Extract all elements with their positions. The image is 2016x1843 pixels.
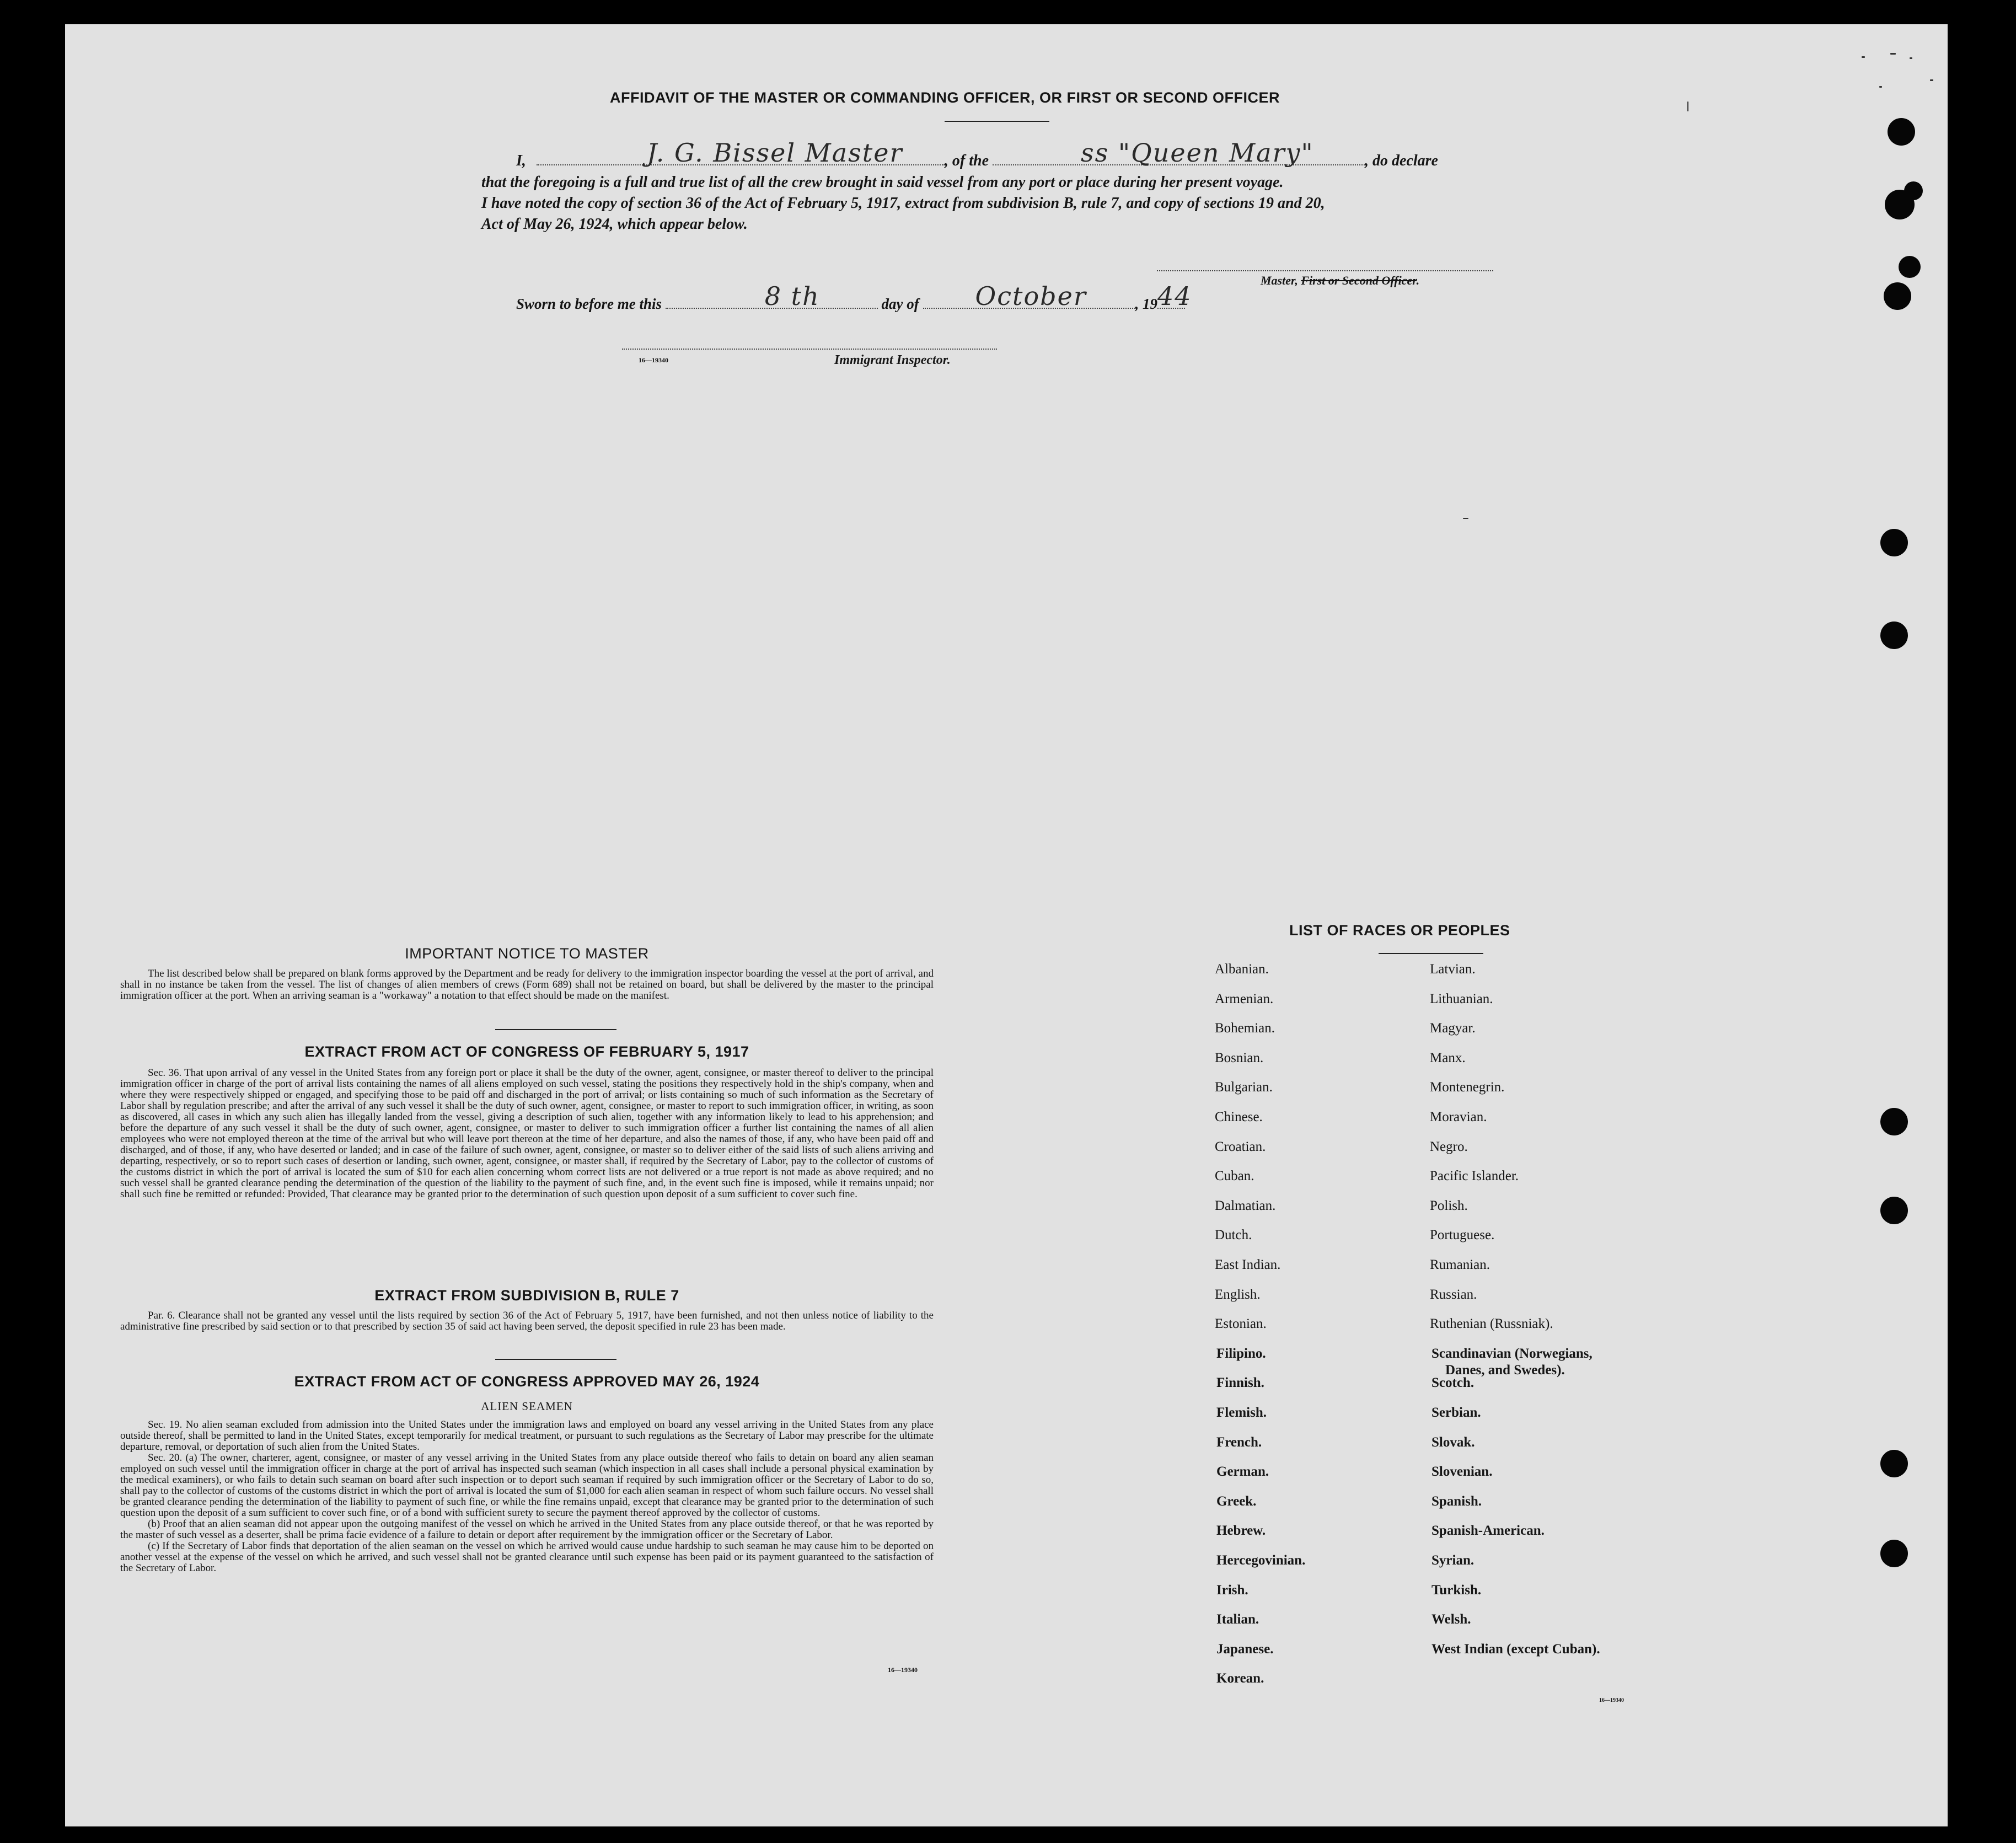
speck: [1862, 56, 1865, 58]
handwritten-name: J. G. Bissel Master: [646, 138, 903, 168]
affidavit-line4: Act of May 26, 1924, which appear below.: [481, 216, 748, 233]
race-item: Hercegovinian.: [1216, 1553, 1306, 1568]
race-item: Spanish-American.: [1431, 1523, 1545, 1539]
affidavit-title: AFFIDAVIT OF THE MASTER OR COMMANDING OFFICER, OR FIRST OR SECOND OFFICER: [610, 89, 1280, 106]
speck: [1910, 57, 1912, 59]
document-page: [65, 24, 1948, 1826]
race-item: German.: [1216, 1464, 1269, 1480]
race-item: Japanese.: [1216, 1641, 1274, 1657]
punch-hole: [1880, 529, 1908, 556]
race-item: Russian.: [1430, 1287, 1477, 1302]
race-item: Montenegrin.: [1430, 1080, 1505, 1095]
race-item: Spanish.: [1431, 1493, 1482, 1509]
punch-hole: [1904, 181, 1923, 200]
race-item: Bohemian.: [1215, 1021, 1275, 1036]
race-item: Turkish.: [1431, 1582, 1482, 1598]
punch-hole: [1899, 256, 1921, 278]
affidavit-line2: that the foregoing is a full and true list of all the crew brought in said vessel from any port or place during her present voyage.: [481, 174, 1284, 191]
form-number-top: 16—19340: [639, 356, 668, 364]
sworn-prefix: Sworn to before me this: [516, 296, 662, 312]
rule7-title: EXTRACT FROM SUBDIVISION B, RULE 7: [374, 1287, 679, 1304]
race-item: Flemish.: [1216, 1405, 1267, 1420]
notice-text: The list described below shall be prepared on blank forms approved by the Department and be ready for delivery to the immigration inspector boarding the vessel at the port of arrival, and shall in no instance be taken from the vessel. The list of changes of alien members of crews (Form 689) shall not be retained on board, but shall be delivered by the master to the principal immigration officer at the port. When an arriving seaman is a "workaway" a notation to that effect should be made on the manifest.: [120, 968, 934, 1001]
master-label: Master, First or Second Officer.: [1261, 274, 1420, 287]
race-item: Portuguese.: [1430, 1228, 1495, 1243]
punch-hole: [1880, 622, 1908, 649]
race-item: Slovak.: [1431, 1434, 1475, 1450]
handwritten-day: 8 th: [764, 281, 820, 311]
punch-hole: [1880, 1108, 1908, 1135]
punch-hole: [1880, 1197, 1908, 1224]
line1-prefix: I,: [516, 152, 526, 169]
struck-officer-label: First or Second Officer: [1301, 274, 1417, 287]
title-rule: [945, 121, 1049, 122]
race-item: Korean.: [1216, 1671, 1264, 1686]
race-item: Magyar.: [1430, 1021, 1476, 1036]
punch-hole: [1884, 282, 1911, 310]
sec-20b-text: (b) Proof that an alien seaman did not appear upon the outgoing manifest of the vessel on which he arrived in the United States from any place outside thereof, or that he was reported by the master of such vessel as a deserter, shall be prima facie evidence of a failure to detain or deport after requirement by the immigration officer or the Secretary of Labor.: [120, 1518, 934, 1541]
inspector-signature-line: [622, 349, 997, 350]
race-item: Finnish.: [1216, 1375, 1264, 1391]
sec-19-text: Sec. 19. No alien seaman excluded from admission into the United States under the immigration laws and employed on board any vessel arriving in the United States from any place outside thereof, shall be permitted to land in the United States, except temporarily for medical treatment, or pursuant to such regulations as the Secretary of Labor may prescribe for the ultimate departure, removal, or deportation of such alien from the United States.: [120, 1419, 934, 1453]
line1-middle: , of the: [944, 152, 989, 169]
inspector-label: Immigrant Inspector.: [834, 353, 951, 367]
race-item: Moravian.: [1430, 1110, 1487, 1124]
race-item: Irish.: [1216, 1582, 1248, 1598]
handwritten-month: October: [975, 281, 1087, 311]
race-item: Greek.: [1216, 1493, 1257, 1509]
race-item: English.: [1215, 1287, 1261, 1302]
speck: [1930, 79, 1933, 81]
extract-1917-title: EXTRACT FROM ACT OF CONGRESS OF FEBRUARY 5, 1917: [304, 1043, 749, 1060]
notice-title: IMPORTANT NOTICE TO MASTER: [405, 945, 649, 962]
race-item: Slovenian.: [1431, 1464, 1493, 1480]
race-item: Lithuanian.: [1430, 991, 1493, 1006]
race-item: Ruthenian (Russniak).: [1430, 1316, 1553, 1332]
race-item: Armenian.: [1215, 991, 1274, 1006]
race-item: West Indian (except Cuban).: [1431, 1641, 1600, 1657]
day-field: [666, 281, 878, 311]
section-rule: [495, 1359, 616, 1360]
race-item: Italian.: [1216, 1612, 1259, 1627]
race-item: Hebrew.: [1216, 1523, 1266, 1539]
year-field: [1157, 281, 1192, 311]
year-prefix: , 19: [1135, 296, 1158, 312]
punch-hole: [1880, 1450, 1908, 1477]
speck: [1879, 86, 1882, 88]
race-item: Serbian.: [1431, 1405, 1481, 1420]
form-number-races: 16—19340: [1599, 1697, 1624, 1703]
race-item: Chinese.: [1215, 1110, 1263, 1124]
alien-seamen-subtitle: ALIEN SEAMEN: [481, 1400, 573, 1413]
rule7-text: Par. 6. Clearance shall not be granted any vessel until the lists required by section 36 of the Act of February 5, 1917, have been furnished, and not then unless notice of liability to the administrative fine prescribed by said section or to that prescribed by section 35 of said act having been served, the deposit specified in rule 23 has been made.: [120, 1310, 934, 1332]
punch-hole: [1880, 1540, 1908, 1567]
sec-20c-text: (c) If the Secretary of Labor finds that deportation of the alien seaman on the vessel on which he arrived would cause undue hardship to such seaman he may cause him to be deported on another vessel at the expense of the vessel on which he arrived, and such vessel shall not be granted clearance until such expense has been paid or its payment guaranteed to the satisfaction of the Secretary of Labor.: [120, 1540, 934, 1574]
race-item: Bulgarian.: [1215, 1080, 1273, 1095]
form-number-bottom-left: 16—19340: [888, 1666, 918, 1674]
handwritten-vessel: ss "Queen Mary": [1081, 138, 1314, 168]
race-item: Dutch.: [1215, 1228, 1252, 1243]
speck: [1890, 53, 1896, 55]
race-item: Welsh.: [1431, 1612, 1471, 1627]
name-field: [537, 138, 945, 168]
handwritten-year: 44: [1157, 281, 1192, 311]
race-item: Manx.: [1430, 1050, 1466, 1065]
month-field: [923, 281, 1135, 311]
race-item: Cuban.: [1215, 1169, 1254, 1184]
line1-suffix: , do declare: [1365, 152, 1438, 169]
race-item: Scotch.: [1431, 1375, 1475, 1391]
race-item: Latvian.: [1430, 962, 1476, 977]
speck: [1463, 518, 1468, 519]
punch-hole: [1888, 118, 1915, 146]
races-title: LIST OF RACES OR PEOPLES: [1289, 922, 1510, 939]
extract-1924-title: EXTRACT FROM ACT OF CONGRESS APPROVED MAY 26, 1924: [294, 1373, 760, 1390]
day-of-label: day of: [881, 296, 919, 312]
race-item: Bosnian.: [1215, 1050, 1264, 1065]
race-item: Filipino.: [1216, 1346, 1266, 1361]
race-item: French.: [1216, 1434, 1262, 1450]
race-item: Syrian.: [1431, 1553, 1475, 1568]
races-title-rule: [1379, 953, 1483, 954]
extract-1917-text: Sec. 36. That upon arrival of any vessel in the United States from any foreign port or place it shall be the duty of the owner, agent, consignee, or master thereof to deliver to the principal immigration officer in charge of the port of arrival lists containing the names of all aliens employed on such vessel, stating the positions they respectively hold in the ship's company, when and where they were respectively shipped or engaged, and specifying those to be paid off and discharged in the port of arrival; or lists containing so much of such information as the Secretary of Labor shall by regulation prescribe; and after the arrival of any such vessel it shall be the duty of such owner, agent, consignee, or master to report to such immigration officer, in writing, as soon as discovered, all cases in which any such alien has illegally landed from the vessel, giving a description of such alien, together with any information likely to lead to his apprehension; and before the departure of any such vessel it shall be the duty of such owner, agent, consignee, or master to deliver to such immigration officer a further list containing the names of all alien employees who were not employed thereon at the time of the arrival but who will leave port thereon at the time of her departure, and also the names of those, if any, who have been paid off and discharged, and of those, if any, who have deserted or landed; and in case of the failure of such owner, agent, consignee, or master so to deliver either of the said lists of such aliens arriving and departing, respectively, or so to report such cases of desertion or landing, such owner, agent, consignee, or master shall, if required by the Secretary of Labor, pay to the collector of customs of the customs district in which the port of arrival is located the sum of $10 for each alien concerning whom correct lists are not delivered or a true report is not made as above required; and no such vessel shall be granted clearance pending the determination of the question of the liability to the payment of such fine, and, in the event such fine is imposed, while it remains unpaid; nor shall such fine be remitted or refunded: Provided, That clearance may be granted prior to the determination of such question upon deposit of a sum sufficient to cover such fine.: [120, 1067, 934, 1200]
race-item: Dalmatian.: [1215, 1198, 1276, 1213]
race-item: Pacific Islander.: [1430, 1169, 1519, 1184]
affidavit-line1: [516, 138, 1591, 172]
race-item: Negro.: [1430, 1139, 1468, 1154]
race-item: Polish.: [1430, 1198, 1468, 1213]
section-rule: [495, 1029, 616, 1030]
speck: [1687, 101, 1688, 111]
race-item: East Indian.: [1215, 1257, 1281, 1272]
master-signature-line: [1157, 270, 1493, 271]
sworn-line: [516, 281, 1398, 314]
race-item: Estonian.: [1215, 1316, 1267, 1332]
race-item: Scandinavian (Norwegians,: [1431, 1346, 1593, 1361]
race-item: Rumanian.: [1430, 1257, 1490, 1272]
race-item: Danes, and Swedes).: [1445, 1362, 1565, 1378]
race-item: Croatian.: [1215, 1139, 1266, 1154]
sec-20a-text: Sec. 20. (a) The owner, charterer, agent, consignee, or master of any vessel arriving in the United States from any place outside thereof who fails to detain on board any alien seaman employed on such vessel until the immigration officer in charge at the port of arrival has inspected such seaman (which inspection in all cases shall include a personal physical examination by the medical examiners), or who fails to detain such seaman on board after such inspection or to deport such seaman if required by such immigration officer or the Secretary of Labor to do so, shall pay to the collector of customs of the customs district in which the port of arrival is located the sum of $1,000 for each alien seaman in respect of whom such failure occurs. No vessel shall be granted clearance pending the determination of the liability to payment of such fine, or while the fine remains unpaid, except that clearance may be granted prior to the determination of such question upon the deposit of a sum sufficient to cover such fine, or of a bond with sufficient surety to secure the payment thereof approved by the collector of customs.: [120, 1452, 934, 1519]
affidavit-line3: I have noted the copy of section 36 of the Act of February 5, 1917, extract from subdivision B, rule 7, and copy of sections 19 and 20,: [481, 195, 1325, 212]
race-item: Albanian.: [1215, 962, 1269, 977]
extract-1924-body: [120, 1419, 934, 1574]
vessel-field: [993, 138, 1365, 168]
